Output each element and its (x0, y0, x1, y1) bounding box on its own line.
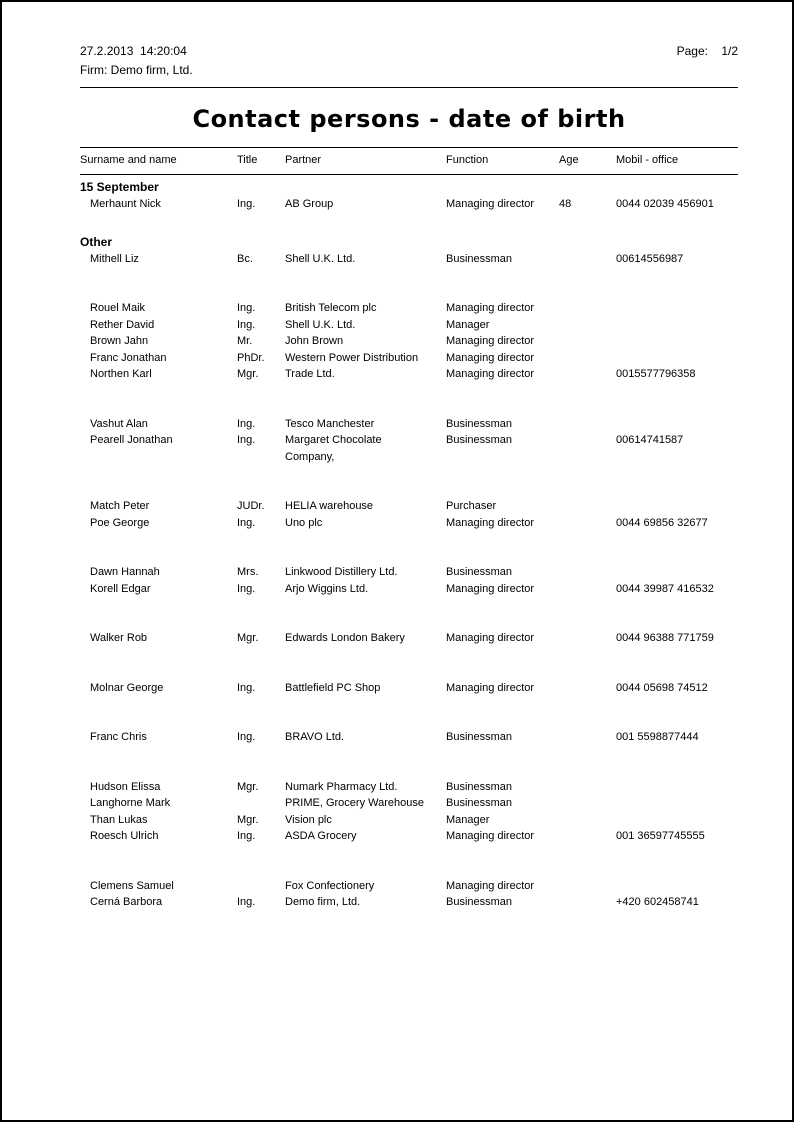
row-group (80, 175, 738, 213)
row-block (80, 416, 738, 466)
cell-partner: Shell U.K. Ltd. (285, 318, 356, 331)
header-divider (80, 87, 738, 88)
table-row (80, 630, 738, 647)
table-row (80, 350, 738, 367)
cell-name: Rouel Maik (90, 302, 146, 314)
cell-mobil: 0044 02039 456901 (616, 198, 714, 210)
cell-title: Ing. (237, 516, 256, 529)
cell-partner: AB Group (285, 198, 334, 210)
column-header-partner: Partner (285, 154, 322, 166)
table-row (80, 729, 738, 746)
cell-mobil: 001 36597745555 (616, 830, 705, 842)
cell-function: Manager (446, 813, 490, 826)
table-row (80, 416, 738, 433)
cell-name: Than Lukas (90, 813, 148, 826)
cell-title: Mr. (237, 335, 253, 347)
cell-function: Managing director (446, 351, 535, 364)
cell-function: Businessman (446, 566, 513, 578)
cell-partner: Numark Pharmacy Ltd. (285, 780, 398, 793)
table-row (80, 828, 738, 845)
cell-function: Managing director (446, 302, 535, 314)
cell-name: Langhorne Mark (90, 797, 171, 809)
table-row (80, 581, 738, 598)
cell-function: Businessman (446, 780, 513, 793)
cell-function: Manager (446, 318, 490, 331)
row-block (80, 564, 738, 597)
cell-title: Ing. (237, 582, 256, 595)
cell-title: JUDr. (237, 500, 265, 512)
cell-title: Mgr. (237, 780, 259, 793)
report-content (2, 2, 792, 911)
cell-mobil: 0044 39987 416532 (616, 582, 714, 595)
cell-name: Dawn Hannah (90, 566, 160, 578)
group-heading: Other (80, 234, 113, 249)
table-row (80, 251, 738, 268)
cell-partner: HELIA warehouse (285, 500, 374, 512)
cell-function: Purchaser (446, 500, 497, 512)
column-header-mobil: Mobil - office (616, 154, 679, 166)
cell-partner: Uno plc (285, 516, 323, 529)
cell-partner: BRAVO Ltd. (285, 731, 345, 743)
table-row (80, 812, 738, 829)
cell-partner: Battlefield PC Shop (285, 681, 381, 694)
row-block (80, 300, 738, 383)
cell-name: Match Peter (90, 500, 150, 512)
cell-title: Ing. (237, 417, 256, 430)
report-title: Contact persons - date of birth (192, 105, 626, 133)
cell-title: Ing. (237, 681, 256, 694)
cell-mobil: 0044 05698 74512 (616, 681, 708, 694)
report-header-left (80, 42, 193, 80)
cell-title: Mrs. (237, 566, 259, 578)
cell-title: Bc. (237, 252, 253, 265)
page-number: 1/2 (721, 44, 738, 58)
report-firm: Firm: Demo firm, Ltd. (80, 63, 193, 77)
cell-age: 48 (559, 198, 572, 210)
cell-mobil: 0044 69856 32677 (616, 516, 708, 529)
cell-title: Ing. (237, 434, 256, 446)
cell-function: Managing director (446, 879, 535, 892)
row-block (80, 729, 738, 746)
cell-function: Managing director (446, 335, 535, 347)
cell-function: Managing director (446, 516, 535, 529)
table-row (80, 680, 738, 697)
cell-title: Mgr. (237, 368, 259, 380)
row-block (80, 251, 738, 268)
table-row (80, 515, 738, 532)
cell-partner: Linkwood Distillery Ltd. (285, 566, 398, 578)
row-block (80, 498, 738, 531)
table-row (80, 317, 738, 334)
report-datetime: 27.2.2013 14:20:04 (80, 44, 187, 58)
column-header-name: Surname and name (80, 154, 177, 166)
cell-title: Ing. (237, 896, 256, 908)
cell-function: Managing director (446, 681, 535, 694)
row-block (80, 680, 738, 697)
column-header-function: Function (446, 154, 489, 166)
cell-name: Vashut Alan (90, 417, 148, 430)
cell-title: Ing. (237, 198, 256, 210)
table-row (80, 498, 738, 515)
table-row (80, 795, 738, 812)
cell-title: Mgr. (237, 813, 259, 826)
cell-function: Businessman (446, 252, 513, 265)
table-row (80, 300, 738, 317)
table-row (80, 196, 738, 213)
group-heading: 15 September (80, 180, 159, 194)
cell-title: PhDr. (237, 351, 265, 364)
row-group (80, 230, 738, 911)
cell-partner: ASDA Grocery (285, 830, 357, 842)
cell-name: Roesch Ulrich (90, 830, 159, 842)
cell-partner: Trade Ltd. (285, 368, 335, 380)
cell-mobil: 00614556987 (616, 252, 684, 265)
cell-name: Poe George (90, 516, 150, 529)
cell-name: Brown Jahn (90, 335, 149, 347)
cell-title: Ing. (237, 318, 256, 331)
cell-function: Businessman (446, 417, 513, 430)
cell-function: Managing director (446, 198, 535, 210)
cell-title: Mgr. (237, 632, 259, 644)
cell-partner: Demo firm, Ltd. (285, 896, 361, 908)
cell-mobil: 0044 96388 771759 (616, 632, 714, 644)
cell-partner: Margaret Chocolate Company, (285, 434, 382, 463)
cell-name: Northen Karl (90, 368, 152, 380)
cell-mobil: 00614741587 (616, 434, 684, 446)
table-row (80, 894, 738, 911)
cell-title: Ing. (237, 731, 256, 743)
table-row (80, 779, 738, 796)
row-block (80, 630, 738, 647)
cell-name: Mithell Liz (90, 252, 139, 265)
table-row (80, 366, 738, 383)
cell-name: Hudson Elissa (90, 780, 161, 793)
cell-partner: John Brown (285, 335, 344, 347)
contacts-table (80, 147, 738, 911)
cell-partner: Vision plc (285, 813, 332, 826)
cell-mobil: 001 5598877444 (616, 731, 699, 743)
row-block (80, 878, 738, 911)
cell-function: Businessman (446, 896, 513, 908)
cell-function: Businessman (446, 797, 513, 809)
cell-name: Clemens Samuel (90, 879, 174, 892)
row-block (80, 779, 738, 845)
cell-function: Managing director (446, 368, 535, 380)
column-header-title: Title (237, 154, 258, 166)
cell-name: Franc Chris (90, 731, 147, 743)
cell-function: Businessman (446, 434, 513, 446)
cell-name: Franc Jonathan (90, 351, 167, 364)
cell-partner: Arjo Wiggins Ltd. (285, 582, 369, 595)
cell-function: Managing director (446, 830, 535, 842)
cell-name: Cerná Barbora (90, 896, 163, 908)
cell-function: Managing director (446, 632, 535, 644)
table-body (80, 175, 738, 911)
cell-partner: Tesco Manchester (285, 417, 375, 430)
cell-name: Merhaunt Nick (90, 198, 161, 210)
cell-name: Walker Rob (90, 632, 148, 644)
cell-function: Managing director (446, 582, 535, 595)
cell-title: Ing. (237, 830, 256, 842)
cell-name: Korell Edgar (90, 582, 151, 595)
cell-name: Rether David (90, 318, 155, 331)
cell-partner: British Telecom plc (285, 302, 377, 314)
table-row (80, 564, 738, 581)
cell-partner: Western Power Distribution (285, 351, 419, 364)
page-label: Page: (676, 44, 708, 58)
cell-function: Businessman (446, 731, 513, 743)
table-row (80, 432, 738, 465)
cell-title: Ing. (237, 302, 256, 314)
table-row (80, 333, 738, 350)
cell-partner: Fox Confectionery (285, 879, 375, 892)
row-block (80, 196, 738, 213)
table-header-row (80, 147, 738, 175)
cell-partner: Edwards London Bakery (285, 632, 405, 644)
cell-mobil: +420 602458741 (616, 896, 699, 908)
cell-partner: PRIME, Grocery Warehouse (285, 797, 424, 809)
column-header-age: Age (559, 154, 579, 166)
table-row (80, 878, 738, 895)
cell-partner: Shell U.K. Ltd. (285, 252, 356, 265)
page-indicator (677, 42, 738, 61)
report-header (80, 42, 738, 80)
cell-mobil: 0015577796358 (616, 368, 696, 380)
cell-name: Pearell Jonathan (90, 434, 173, 446)
cell-name: Molnar George (90, 681, 164, 694)
